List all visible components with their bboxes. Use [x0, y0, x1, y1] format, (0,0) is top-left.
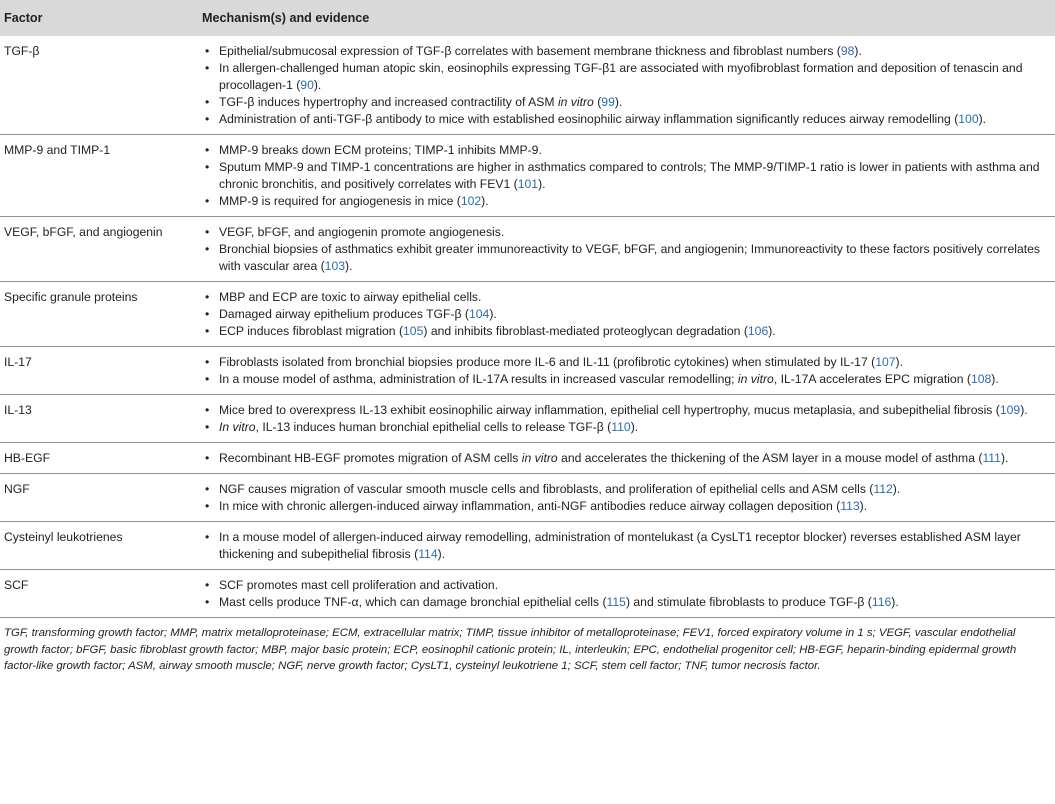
table-row [0, 217, 1055, 282]
list-item [202, 498, 1051, 515]
item-italic-text: in vitro [737, 372, 774, 386]
bullet-icon: • [205, 530, 210, 544]
item-text: ). [313, 78, 322, 92]
reference-link[interactable]: 103 [324, 259, 346, 273]
item-text: Bronchial biopsies of asthmatics exhibit greater immunoreactivity to VEGF, bFGF, and angiogenin; Immunoreactivity to these factors positively correlates with vascular area ( [219, 242, 1040, 273]
item-text: In allergen-challenged human atopic skin, eosinophils expressing TGF-β1 are associated with myofibroblast formation and deposition of tenascin and procollagen-1 ( [219, 61, 1023, 92]
item-text: In a mouse model of allergen-induced airway remodelling, administration of montelukast (a CysLT1 receptor blocker) reverses established ASM layer thickening and subepithelial fibrosis ( [219, 530, 1021, 561]
bullet-icon: • [205, 403, 210, 417]
list-item [202, 371, 1051, 388]
table-row [0, 570, 1055, 618]
reference-link[interactable]: 104 [468, 307, 490, 321]
header-mechanism: Mechanism(s) and evidence [198, 0, 1055, 36]
item-text: ). [854, 44, 862, 58]
item-text: VEGF, bFGF, and angiogenin promote angiogenesis. [219, 225, 505, 239]
reference-link[interactable]: 113 [840, 499, 860, 513]
item-italic-text: in vitro [521, 451, 558, 465]
reference-link[interactable]: 115 [606, 595, 626, 609]
table-row [0, 522, 1055, 570]
bullet-icon: • [205, 372, 210, 386]
reference-link[interactable]: 99 [601, 95, 615, 109]
mechanism-cell [198, 395, 1055, 443]
bullet-icon: • [205, 194, 210, 208]
item-text: ). [489, 307, 497, 321]
item-italic-text: In vitro [219, 420, 256, 434]
list-item [202, 159, 1051, 193]
bullet-icon: • [205, 482, 210, 496]
bullet-icon: • [205, 290, 210, 304]
item-text: Damaged airway epithelium produces TGF-β ( [219, 307, 469, 321]
factor-cell: IL-17 [4, 355, 32, 369]
header-factor: Factor [0, 0, 198, 36]
item-text: , IL-13 induces human bronchial epithelial cells to release TGF-β ( [255, 420, 612, 434]
list-item [202, 241, 1051, 275]
item-text: Fibroblasts isolated from bronchial biopsies produce more IL-6 and IL-11 (profibrotic cytokines) when stimulated by IL-17 ( [219, 355, 876, 369]
list-item [202, 577, 1051, 594]
table-row [0, 36, 1055, 135]
table-row [0, 282, 1055, 347]
factor-cell: TGF-β [4, 44, 40, 58]
bullet-icon: • [205, 578, 210, 592]
item-text: Mice bred to overexpress IL-13 exhibit eosinophilic airway inflammation, epithelial cell hypertrophy, mucus metaplasia, and subepithelial fibrosis ( [219, 403, 1000, 417]
item-text: ). [481, 194, 489, 208]
item-text: ). [768, 324, 776, 338]
bullet-icon: • [205, 242, 210, 256]
mechanism-cell [198, 570, 1055, 618]
item-text: ECP induces fibroblast migration ( [219, 324, 404, 338]
list-item [202, 306, 1051, 323]
bullet-icon: • [205, 61, 210, 75]
mechanism-list [202, 224, 1051, 275]
item-text: MMP-9 breaks down ECM proteins; TIMP-1 inhibits MMP-9. [219, 143, 542, 157]
item-text: TGF-β induces hypertrophy and increased contractility of ASM [219, 95, 558, 109]
item-text: ( [593, 95, 602, 109]
bullet-icon: • [205, 420, 210, 434]
item-text: NGF causes migration of vascular smooth muscle cells and fibroblasts, and proliferation of epithelial cells and ASM cells ( [219, 482, 874, 496]
item-text: ) and inhibits fibroblast-mediated proteoglycan degradation ( [423, 324, 748, 338]
reference-link[interactable]: 112 [873, 482, 893, 496]
item-text: ). [895, 355, 903, 369]
item-text: ). [614, 95, 623, 109]
item-text: MBP and ECP are toxic to airway epithelial cells. [219, 290, 482, 304]
reference-link[interactable]: 101 [517, 177, 539, 191]
bullet-icon: • [205, 307, 210, 321]
mechanism-list [202, 142, 1051, 210]
reference-link[interactable]: 98 [840, 44, 855, 58]
reference-link[interactable]: 108 [970, 372, 992, 386]
list-item [202, 60, 1051, 94]
table-row [0, 474, 1055, 522]
item-text: Epithelial/submucosal expression of TGF-β correlates with basement membrane thickness and fibroblast numbers ( [219, 44, 841, 58]
item-text: and accelerates the thickening of the ASM layer in a mouse model of asthma ( [557, 451, 983, 465]
item-italic-text: in vitro [557, 95, 594, 109]
mechanism-list [202, 450, 1051, 467]
list-item [202, 224, 1051, 241]
factor-cell: SCF [4, 578, 29, 592]
list-item [202, 43, 1051, 60]
bullet-icon: • [205, 143, 210, 157]
reference-link[interactable]: 116 [871, 595, 892, 609]
mechanism-cell [198, 36, 1055, 135]
reference-link[interactable]: 106 [747, 324, 769, 338]
table-header [0, 0, 1055, 36]
table-row [0, 443, 1055, 474]
reference-link[interactable]: 111 [982, 451, 1001, 465]
item-text: Mast cells produce TNF-α, which can damage bronchial epithelial cells ( [219, 595, 607, 609]
item-text: SCF promotes mast cell proliferation and activation. [219, 578, 499, 592]
item-text: ) and stimulate fibroblasts to produce TGF-β ( [625, 595, 872, 609]
list-item [202, 481, 1051, 498]
mechanism-cell [198, 135, 1055, 217]
item-text: ). [978, 112, 987, 126]
item-text: ). [859, 499, 868, 513]
item-text: , IL-17A accelerates EPC migration ( [773, 372, 971, 386]
list-item [202, 323, 1051, 340]
bullet-icon: • [205, 355, 210, 369]
mechanism-list [202, 529, 1051, 563]
item-text: MMP-9 is required for angiogenesis in mice ( [219, 194, 461, 208]
table-body [0, 36, 1055, 618]
factor-cell: NGF [4, 482, 30, 496]
table-row [0, 135, 1055, 217]
table-row [0, 395, 1055, 443]
mechanism-cell [198, 282, 1055, 347]
item-text: ). [345, 259, 353, 273]
bullet-icon: • [205, 160, 210, 174]
item-text: ). [538, 177, 546, 191]
bullet-icon: • [205, 324, 210, 338]
factor-cell: VEGF, bFGF, and angiogenin [4, 225, 163, 239]
bullet-icon: • [205, 112, 210, 126]
item-text: In a mouse model of asthma, administration of IL-17A results in increased vascular remodelling; [219, 372, 738, 386]
mechanism-list [202, 402, 1051, 436]
item-text: ). [892, 482, 901, 496]
list-item [202, 111, 1051, 128]
reference-link[interactable]: 109 [999, 403, 1021, 417]
list-item [202, 402, 1051, 419]
item-text: Recombinant HB-EGF promotes migration of ASM cells [219, 451, 522, 465]
list-item [202, 594, 1051, 611]
factor-cell: MMP-9 and TIMP-1 [4, 143, 111, 157]
reference-link[interactable]: 102 [460, 194, 482, 208]
bullet-icon: • [205, 595, 210, 609]
reference-link[interactable]: 100 [958, 112, 979, 126]
factor-cell: Cysteinyl leukotrienes [4, 530, 123, 544]
item-text: ). [1000, 451, 1009, 465]
item-text: ). [630, 420, 639, 434]
bullet-icon: • [205, 451, 210, 465]
reference-link[interactable]: 114 [418, 547, 438, 561]
factor-cell: Specific granule proteins [4, 290, 138, 304]
list-item [202, 193, 1051, 210]
reference-link[interactable]: 110 [611, 420, 631, 434]
reference-link[interactable]: 107 [875, 355, 896, 369]
item-text: In mice with chronic allergen-induced airway inflammation, anti-NGF antibodies reduce airway collagen deposition ( [219, 499, 841, 513]
mechanism-cell [198, 443, 1055, 474]
mechanism-cell [198, 217, 1055, 282]
list-item [202, 450, 1051, 467]
table-footnote: TGF, transforming growth factor; MMP, matrix metalloproteinase; ECM, extracellular matrix; TIMP, tissue inhibitor of metalloproteinase; FEV1, forced expiratory volume in 1 s; VEGF, vascular endothelial growth factor; bFGF, basic fibroblast growth factor; MBP, major basic protein; ECP, eosinophil cationic protein; IL, interleukin; EPC, endothelial progenitor cell; HB-EGF, heparin-binding epidermal growth factor-like growth factor; ASM, airway smooth muscle; NGF, nerve growth factor; CysLT1, cysteinyl leukotriene 1; SCF, stem cell factor; TNF, tumor necrosis factor. [4, 627, 1017, 672]
list-item [202, 419, 1051, 436]
factor-cell: HB-EGF [4, 451, 51, 465]
table-row [0, 347, 1055, 395]
mechanism-list [202, 577, 1051, 611]
mechanism-list [202, 354, 1051, 388]
list-item [202, 289, 1051, 306]
mechanism-cell [198, 474, 1055, 522]
factor-cell: IL-13 [4, 403, 32, 417]
bullet-icon: • [205, 95, 210, 109]
mechanism-list [202, 481, 1051, 515]
bullet-icon: • [205, 44, 210, 58]
reference-link[interactable]: 90 [300, 78, 314, 92]
list-item [202, 142, 1051, 159]
list-item [202, 529, 1051, 563]
item-text: Sputum MMP-9 and TIMP-1 concentrations are higher in asthmatics compared to controls; The MMP-9/TIMP-1 ratio is lower in patients with asthma and chronic bronchitis, and positively correlates with FEV1 ( [219, 160, 1040, 191]
item-text: ). [991, 372, 999, 386]
mechanism-list [202, 289, 1051, 340]
item-text: ). [437, 547, 446, 561]
item-text: Administration of anti-TGF-β antibody to mice with established eosinophilic airway inflammation significantly reduces airway remodelling ( [219, 112, 959, 126]
mechanism-cell [198, 347, 1055, 395]
bullet-icon: • [205, 499, 210, 513]
list-item [202, 94, 1051, 111]
mechanism-list [202, 43, 1051, 128]
item-text: ). [1020, 403, 1028, 417]
item-text: ). [891, 595, 899, 609]
reference-link[interactable]: 105 [403, 324, 424, 338]
mechanism-cell [198, 522, 1055, 570]
bullet-icon: • [205, 225, 210, 239]
list-item [202, 354, 1051, 371]
